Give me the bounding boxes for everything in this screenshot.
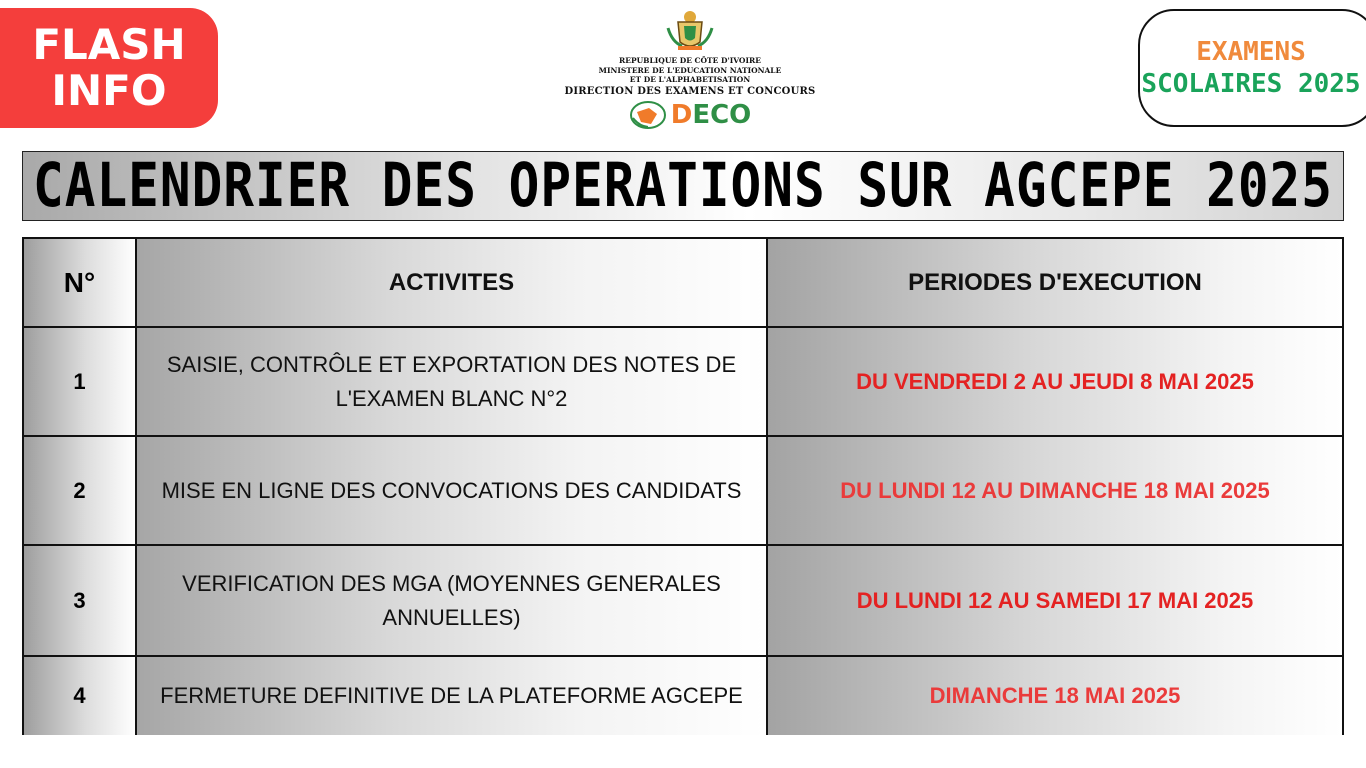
exam-badge: [1138, 9, 1366, 127]
row-number: 2: [24, 437, 137, 544]
table-row: [24, 328, 1342, 437]
institution-header: [560, 8, 820, 130]
row-period: DU LUNDI 12 AU SAMEDI 17 MAI 2025: [768, 546, 1342, 655]
row-activity: FERMETURE DEFINITIVE DE LA PLATEFORME AGCEPE: [137, 657, 768, 735]
table-header-row: [24, 239, 1342, 328]
coat-of-arms-icon: [664, 8, 716, 52]
flash-info-banner: [0, 8, 218, 128]
page-title: CALENDRIER DES OPERATIONS SUR AGCEPE 2025: [33, 151, 1333, 221]
direction-name: DIRECTION DES EXAMENS ET CONCOURS: [564, 86, 816, 97]
flash-label: FLASH: [32, 20, 186, 69]
row-activity: VERIFICATION DES MGA (MOYENNES GENERALES ANNUELLES): [137, 546, 768, 655]
page-title-band: [22, 151, 1344, 221]
operations-table: [22, 237, 1344, 735]
ministry-name: MINISTERE DE L'EDUCATION NATIONALE: [598, 66, 782, 75]
row-period: DIMANCHE 18 MAI 2025: [768, 657, 1342, 735]
table-row: [24, 437, 1342, 546]
column-header-activity: ACTIVITES: [137, 239, 768, 326]
table-row: [24, 546, 1342, 657]
table-row: [24, 657, 1342, 735]
row-number: 4: [24, 657, 137, 735]
column-header-number: N°: [24, 239, 137, 326]
ministry-name-continued: ET DE L'ALPHABETISATION: [629, 75, 751, 84]
deco-logo-text: DECO: [670, 100, 752, 130]
row-activity: SAISIE, CONTRÔLE ET EXPORTATION DES NOTES DE L'EXAMEN BLANC N°2: [137, 328, 768, 435]
row-period: DU LUNDI 12 AU DIMANCHE 18 MAI 2025: [768, 437, 1342, 544]
column-header-period: PERIODES D'EXECUTION: [768, 239, 1342, 326]
badge-line-2: SCOLAIRES 2025: [1141, 69, 1361, 99]
row-period: DU VENDREDI 2 AU JEUDI 8 MAI 2025: [768, 328, 1342, 435]
badge-line-1: EXAMENS: [1196, 37, 1306, 67]
republic-name: REPUBLIQUE DE CÔTE D'IVOIRE: [619, 56, 761, 65]
row-number: 1: [24, 328, 137, 435]
row-activity: MISE EN LIGNE DES CONVOCATIONS DES CANDIDATS: [137, 437, 768, 544]
deco-logo: [560, 100, 820, 130]
deco-emblem-icon: [629, 100, 667, 130]
row-number: 3: [24, 546, 137, 655]
info-label: INFO: [51, 66, 167, 115]
